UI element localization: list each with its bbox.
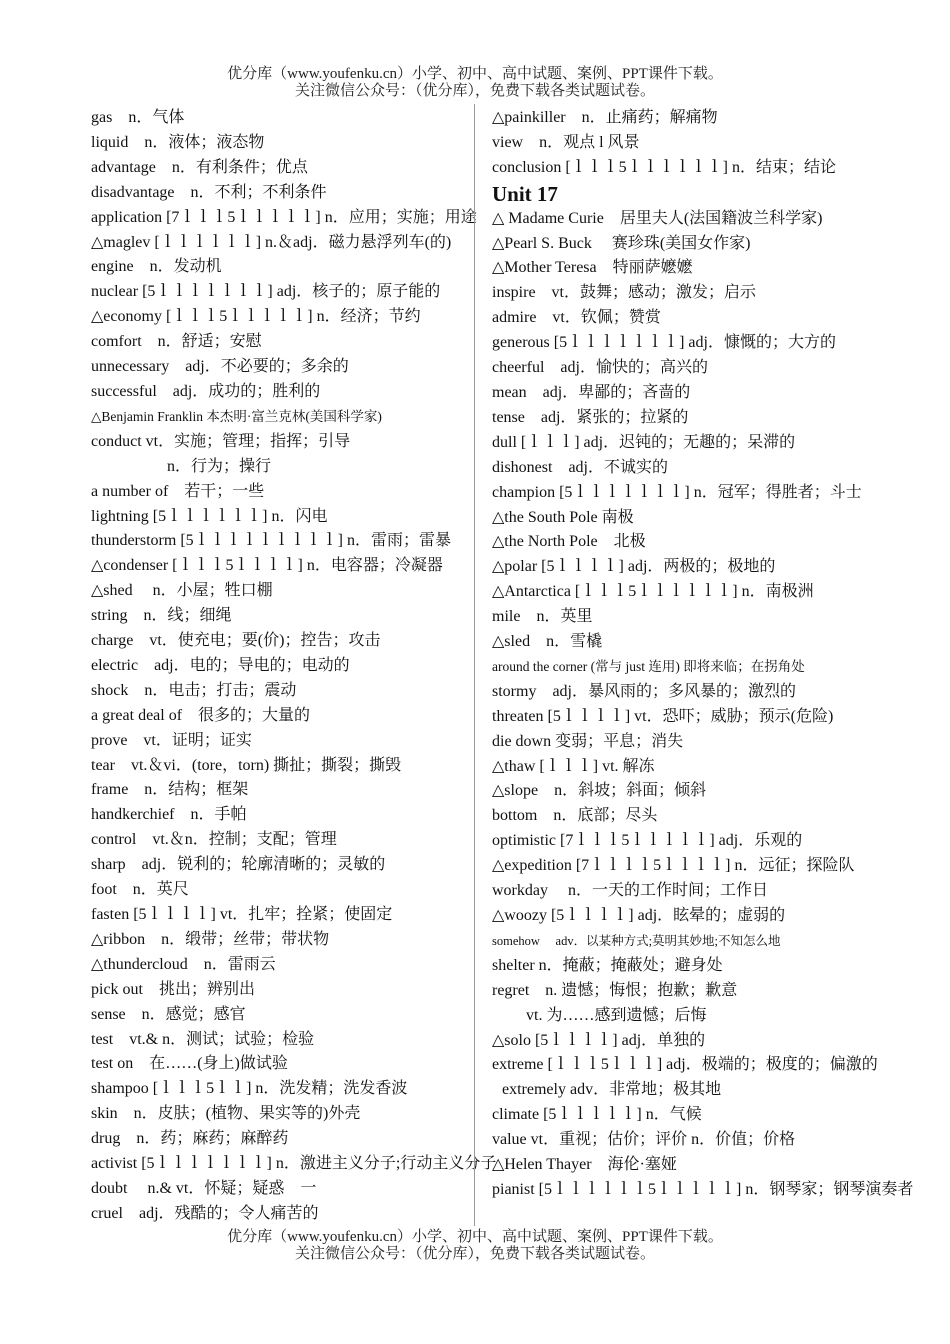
vocab-entry: climate [5ｌｌｌｌｌ] n．气候 xyxy=(492,1106,702,1124)
vocab-entry: sense n．感觉；感官 xyxy=(91,1005,246,1023)
vocab-entry: △Pearl S. Buck 赛珍珠(美国女作家) xyxy=(492,234,751,252)
footer-line-1: 优分库（www.youfenku.cn）小学、初中、高中试题、案例、PPT课件下载。 xyxy=(227,1229,723,1245)
vocab-entry: cruel adj．残酷的；令人痛苦的 xyxy=(91,1204,319,1222)
vocab-entry: foot n．英尺 xyxy=(91,881,189,899)
vocab-entry: mile n．英里 xyxy=(492,608,593,626)
vocab-entry: generous [5ｌｌｌｌｌｌｌ] adj．慷慨的；大方的 xyxy=(492,334,836,352)
vocab-entry: △the North Pole 北极 xyxy=(492,533,646,551)
vocab-entry: △thaw [ｌｌｌ] vt. 解冻 xyxy=(492,757,655,775)
vocab-entry: tense adj．紧张的；拉紧的 xyxy=(492,408,689,426)
vocab-entry: conduct vt．实施；管理；指挥；引导 xyxy=(91,432,351,450)
vocab-entry: successful adj．成功的；胜利的 xyxy=(91,382,321,400)
vocab-entry: test vt.& n．测试；试验；检验 xyxy=(91,1030,315,1048)
vocab-entry: shampoo [ｌｌｌ5ｌｌ] n．洗发精；洗发香波 xyxy=(91,1080,408,1098)
vocab-entry: △economy [ｌｌｌ5ｌｌｌｌｌ] n．经济；节约 xyxy=(91,308,421,326)
vocab-entry: △Helen Thayer 海伦·塞娅 xyxy=(492,1156,677,1174)
vocab-entry: sharp adj．锐利的；轮廓清晰的；灵敏的 xyxy=(91,856,386,874)
vocab-entry: electric adj．电的；导电的；电动的 xyxy=(91,656,350,674)
vocab-entry: pick out 挑出；辨别出 xyxy=(91,980,255,998)
vocab-entry: frame n．结构；框架 xyxy=(91,781,249,799)
vocab-entry: a number of 若干；一些 xyxy=(91,482,265,500)
vocab-entry: die down 变弱；平息；消失 xyxy=(492,732,684,750)
vocab-entry: conclusion [ｌｌｌ5ｌｌｌｌｌｌ] n．结束；结论 xyxy=(492,158,836,176)
vocab-entry: nuclear [5ｌｌｌｌｌｌｌ] adj．核子的；原子能的 xyxy=(91,283,441,301)
page-header xyxy=(0,66,950,100)
vocab-entry: tear vt.＆vi．(tore，torn) 撕扯；撕裂；撕毁 xyxy=(91,756,402,774)
vocab-entry: △thundercloud n．雷雨云 xyxy=(91,955,276,973)
footer-line-2: 关注微信公众号：（优分库），免费下载各类试题试卷。 xyxy=(294,1246,655,1262)
vocab-entry: shelter n．掩蔽；掩蔽处；避身处 xyxy=(492,956,723,974)
vocab-entry: gas n．气体 xyxy=(91,109,185,126)
vocab-entry: △woozy [5ｌｌｌｌ] adj．眩晕的；虚弱的 xyxy=(492,907,786,924)
vocab-entry: charge vt．使充电；要(价)；控告；攻击 xyxy=(91,632,381,650)
vocab-entry: handkerchief n．手帕 xyxy=(91,806,247,824)
vocab-entry: shock n．电击；打击；震动 xyxy=(91,681,297,699)
vocab-entry: value vt．重视；估价；评价 n．价值；价格 xyxy=(492,1131,796,1149)
vocab-entry: dull [ｌｌｌ] adj．迟钝的；无趣的；呆滞的 xyxy=(492,433,796,451)
column-divider xyxy=(474,104,475,1226)
vocab-entry: △painkiller n．止痛药；解痛物 xyxy=(492,109,718,126)
vocab-entry: △maglev [ｌｌｌｌｌｌ] n.＆adj．磁力悬浮列车(的) xyxy=(91,233,452,251)
vocab-entry: doubt n.& vt．怀疑；疑惑 一 xyxy=(91,1179,317,1197)
vocab-entry: pianist [5ｌｌｌｌｌｌ5ｌｌｌｌｌ] n．钢琴家；钢琴演奏者 xyxy=(492,1180,914,1198)
vocab-entry: liquid n．液体；液态物 xyxy=(91,133,265,151)
header-line-2: 关注微信公众号：（优分库），免费下载各类试题试卷。 xyxy=(294,83,655,99)
vocab-entry: unnecessary adj．不必要的；多余的 xyxy=(91,358,349,376)
vocab-entry: engine n．发动机 xyxy=(91,258,222,276)
vocab-entry: test on 在……(身上)做试验 xyxy=(91,1055,288,1073)
vocab-entry: △slope n．斜坡；斜面；倾斜 xyxy=(492,782,707,800)
header-line-1: 优分库（www.youfenku.cn）小学、初中、高中试题、案例、PPT课件下载。 xyxy=(227,66,723,82)
vocab-entry: a great deal of 很多的；大量的 xyxy=(91,706,311,724)
vocab-entry: cheerful adj．愉快的；高兴的 xyxy=(492,359,708,377)
vocab-entry: regret n. 遗憾；悔恨；抱歉；歉意 xyxy=(492,981,738,999)
vocab-entry: disadvantage n．不利；不利条件 xyxy=(91,183,327,201)
vocab-entry: application [7ｌｌｌ5ｌｌｌｌｌ] n．应用；实施；用途 xyxy=(91,208,477,226)
vocab-entry: bottom n．底部；尽头 xyxy=(492,807,658,825)
vocab-entry: advantage n．有利条件；优点 xyxy=(91,158,308,176)
vocab-entry: △ribbon n．缎带；丝带；带状物 xyxy=(91,930,330,948)
vocab-entry: stormy adj．暴风雨的；多风暴的；激烈的 xyxy=(492,682,796,700)
right-vocab-column xyxy=(492,106,914,1203)
vocab-entry: dishonest adj．不诚实的 xyxy=(492,458,668,476)
vocab-entry: thunderstorm [5ｌｌｌｌｌｌｌｌｌ] n．雷雨；雷暴 xyxy=(91,532,451,550)
vocab-entry: △shed n．小屋；牲口棚 xyxy=(91,582,273,600)
vocab-entry: comfort n．舒适；安慰 xyxy=(91,333,262,351)
vocab-entry: △ Madame Curie 居里夫人(法国籍波兰科学家) xyxy=(492,209,823,227)
vocab-entry: control vt.＆n．控制；支配；管理 xyxy=(91,831,337,849)
vocab-entry: string n．线；细绳 xyxy=(91,607,232,625)
vocab-entry: around the corner (常与 just 连用) 即将来临；在拐角处 xyxy=(492,658,805,674)
vocab-entry: △solo [5ｌｌｌｌ] adj．单独的 xyxy=(492,1031,706,1049)
vocab-entry: extreme [ｌｌｌ5ｌｌｌ] adj．极端的；极度的；偏激的 xyxy=(492,1056,878,1074)
vocab-entry: skin n．皮肤；(植物、果实等的)外壳 xyxy=(91,1105,361,1123)
vocab-entry: lightning [5ｌｌｌｌｌｌ] n．闪电 xyxy=(91,507,328,525)
vocab-entry: drug n．药；麻药；麻醉药 xyxy=(91,1130,289,1148)
left-vocab-column xyxy=(91,106,497,1227)
vocab-entry: threaten [5ｌｌｌｌ] vt．恐吓；威胁；预示(危险) xyxy=(492,707,834,725)
vocab-entry: extremely adv．非常地；极其地 xyxy=(502,1081,722,1099)
vocab-entry: △Mother Teresa 特丽萨嬷嬷 xyxy=(492,259,693,277)
vocab-entry: view n．观点 l 风景 xyxy=(492,133,640,151)
vocab-entry: △sled n．雪橇 xyxy=(492,633,603,651)
vocab-entry: activist [5ｌｌｌｌｌｌｌ] n．激进主义分子;行动主义分子 xyxy=(91,1155,497,1173)
vocab-entry: △Benjamin Franklin 本杰明·富兰克林(美国科学家) xyxy=(91,408,382,424)
vocab-entry: △condenser [ｌｌｌ5ｌｌｌｌ] n．电容器；冷凝器 xyxy=(91,557,443,575)
vocab-entry: mean adj．卑鄙的；吝啬的 xyxy=(492,383,691,401)
vocab-entry: somehow adv．以某种方式;莫明其妙地;不知怎么地 xyxy=(492,933,781,948)
vocab-entry: inspire vt．鼓舞；感动；激发；启示 xyxy=(492,284,756,302)
vocab-entry: fasten [5ｌｌｌｌ] vt．扎牢；拴紧；使固定 xyxy=(91,906,393,923)
unit-heading: Unit 17 xyxy=(492,181,558,206)
page-footer xyxy=(0,1229,950,1263)
vocab-entry: workday n．一天的工作时间；工作日 xyxy=(492,882,768,900)
vocab-entry: △the South Pole 南极 xyxy=(492,508,634,526)
vocab-entry: n．行为；操行 xyxy=(167,457,272,475)
vocab-entry: △Antarctica [ｌｌｌ5ｌｌｌｌｌｌ] n．南极洲 xyxy=(492,583,814,601)
vocab-entry: champion [5ｌｌｌｌｌｌｌ] n．冠军；得胜者；斗士 xyxy=(492,483,862,501)
vocab-entry: △expedition [7ｌｌｌｌ5ｌｌｌｌ] n．远征；探险队 xyxy=(492,857,855,875)
vocab-entry: vt. 为……感到遗憾；后悔 xyxy=(526,1006,707,1024)
vocab-entry: △polar [5ｌｌｌｌ] adj．两极的；极地的 xyxy=(492,558,776,576)
vocab-entry: prove vt．证明；证实 xyxy=(91,731,252,749)
vocab-entry: optimistic [7ｌｌｌ5ｌｌｌｌｌ] adj．乐观的 xyxy=(492,832,803,850)
vocab-entry: admire vt．钦佩；赞赏 xyxy=(492,309,661,327)
